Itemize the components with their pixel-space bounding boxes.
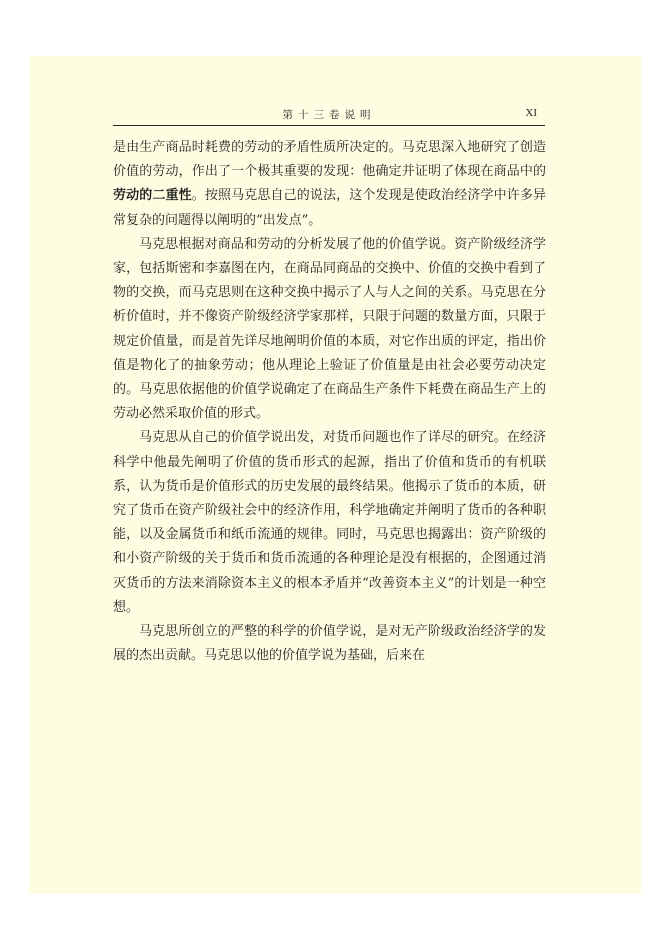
paragraph: 马克思根据对商品和劳动的分析发展了他的价值学说。资产阶级经济学家，包括斯密和李嘉图在内，在商品同商品的交换中、价值的交换中看到了物的交换，而马克思则在这种交换中揭示了人与人之间的关系。马克思在分析价值时，并不像资产阶级经济学家那样，只限于问题的数量方面，只限于规定价值量，而是首先详尽地阐明价值的本质，对它作出质的评定，指出价值是物化了的抽象劳动；他从理论上验证了价值量是由社会必要劳动决定的。马克思依据他的价值学说确定了在商品生产条件下耗费在商品生产上的劳动必然采取价值的形式。 bbox=[113, 236, 546, 422]
paragraph: 马克思所创立的严整的科学的价值学说，是对无产阶级政治经济学的发展的杰出贡献。马克思以他的价值学说为基础，后来在 bbox=[113, 624, 546, 664]
paragraph bbox=[113, 136, 546, 233]
page-number: XI bbox=[525, 107, 537, 119]
paragraph-text: 是由生产商品时耗费的劳动的矛盾性质所决定的。马克思深入地研究了创造价值的劳动，作出了一个极其重要的发现：他确定并证明了体现在商品中的 bbox=[113, 140, 546, 180]
header-title: 第十三卷说明 bbox=[282, 109, 376, 121]
emphasized-term: 劳动的二重性 bbox=[113, 188, 192, 204]
paragraph: 马克思从自己的价值学说出发，对货币问题也作了详尽的研究。在经济科学中他最先阐明了价值的货币形式的起源，指出了价值和货币的有机联系，认为货币是价值形式的历史发展的最终结果。他揭示了货币的本质，研究了货币在资产阶级社会中的经济作用，科学地确定并阐明了货币的各种职能，以及金属货币和纸币流通的规律。同时，马克思也揭露出：资产阶级的和小资产阶级的关于货币和货币流通的各种理论是没有根据的，企图通过消灭货币的方法来消除资本主义的根本矛盾并“改善资本主义”的计划是一种空想。 bbox=[113, 430, 546, 615]
body-text bbox=[113, 136, 546, 668]
running-header bbox=[113, 103, 545, 126]
paragraph-text: 。按照马克思自己的说法，这个发现是使政治经济学中许多异常复杂的问题得以阐明的“出发点”。 bbox=[113, 188, 546, 228]
